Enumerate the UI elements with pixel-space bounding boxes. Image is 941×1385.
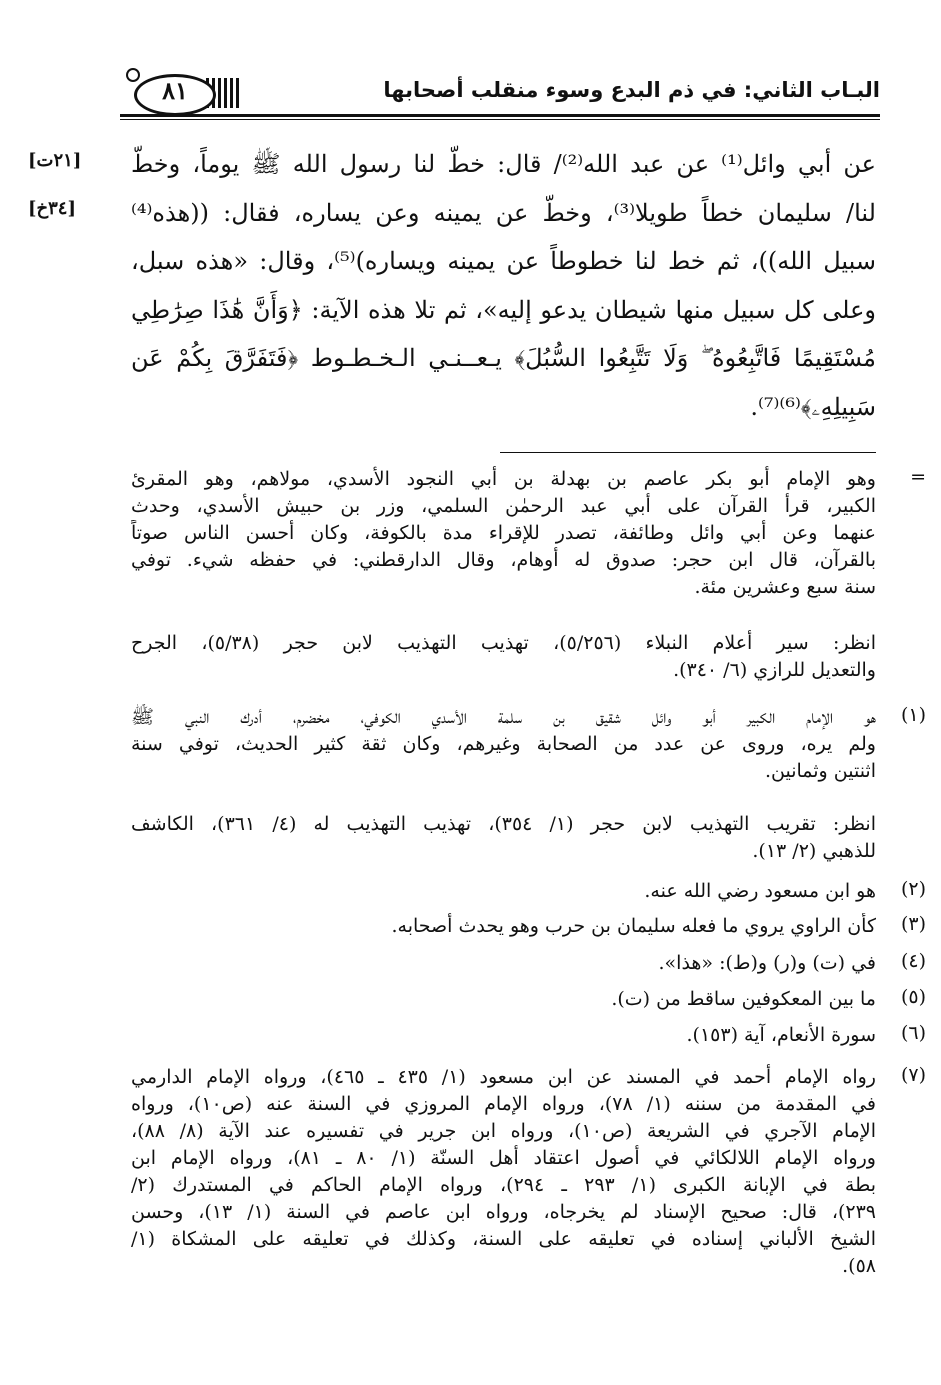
main-text-line: لنا/ سليمان خطاً طويلا⁽³⁾، وخطّ عن يمينه وعن يساره، فقال: ((هذه⁽⁴⁾ <box>131 198 876 227</box>
footnote <box>131 704 926 785</box>
footnote <box>131 1022 926 1049</box>
margin-ref-t: [٢١ت] <box>28 150 82 171</box>
footnote-line: ولم يره، وروى عن عدد من الصحابة وغيرهم، وكان ثقة كثير الحديث، توفي سنة <box>131 733 876 755</box>
footnote-line: عنهما وعن أبي وائل وطائفة، تصدر للإقراء مدة بالكوفة، وكان أحسن الناس صوتاً <box>131 522 876 544</box>
footnote-line: ٢٣٩)، قال: صحيح الإسناد لم يخرجاه، ورواه ابن عاصم في السنة (١/ ١٣)، وحسن <box>131 1201 876 1223</box>
header-rule <box>120 114 880 117</box>
footnote-line: في (ت) و(ر) و(ط): «هذا». <box>658 952 876 974</box>
footnote-marker: (٦) <box>900 1022 926 1044</box>
main-text-line: عن أبي وائل⁽¹⁾ عن عبد الله⁽²⁾/ قال: خطّ لنا رسول الله ﷺ يوماً، وخطّ <box>131 150 876 178</box>
footnote-line: الإمام الآجري في الشريعة (ص١٠)، ورواه ابن جرير في تفسيره عند الآية (٨/ ٨٨)، <box>131 1120 876 1142</box>
footnote <box>131 630 876 684</box>
footnote-line: انظر: سير أعلام النبلاء (٥/٢٥٦)، تهذيب التهذيب لابن حجر (٥/٣٨)، الجرح <box>131 632 876 654</box>
footnote-line: الشيخ الألباني إسناده في تعليقه على السنة، وكذلك في تعليقه على المشكاة (١/ <box>131 1228 876 1250</box>
footnote-line: للذهبي (٢/ ١٣). <box>752 840 876 862</box>
footnote-marker: (٣) <box>900 913 926 935</box>
main-text-line: سَبِيلِهِۦ﴾⁽⁶⁾⁽⁷⁾. <box>750 392 876 421</box>
footnote-line: اثنتين وثمانين. <box>764 760 876 782</box>
footnote-line: كأن الراوي يروي ما فعله سليمان بن حرب وهو يحدث أصحابه. <box>391 915 876 937</box>
footnote-line: الكبير، قرأ القرآن على أبي عبد الرحمٰن السلمي، وزر بن حبيش الأسدي، وحدث <box>131 495 876 517</box>
footnote-line: سنة سبع وعشرين مئة. <box>694 576 876 598</box>
footnote-line: ما بين المعكوفين ساقط من (ت). <box>611 988 876 1010</box>
footnote <box>131 986 926 1013</box>
footnote-line: وهو الإمام أبو بكر عاصم بن بهدلة بن أبي النجود الأسدي، مولاهم، وهو المقرئ <box>131 468 876 490</box>
footnote-line: ورواه الإمام اللالكائي في أصول اعتقاد أهل السنّة (١/ ٨٠ ـ ٨١)، ورواه الإمام ابن <box>131 1147 876 1169</box>
footnote <box>131 950 926 977</box>
chapter-title: البـاب الثاني: في ذم البدع وسوء منقلب أصحابها <box>383 78 880 102</box>
footnote-line: والتعديل للرازي (٦/ ٣٤٠). <box>673 659 876 681</box>
footnote-line: بطة في الإبانة الكبرى (١/ ٢٩٣ ـ ٢٩٤)، ورواه الإمام الحاكم في المستدرك (٢/ <box>131 1174 876 1196</box>
page-number-badge <box>120 70 220 112</box>
main-text-line: سبيل الله))، ثم خط لنا خطوطاً عن يمينه ويساره)⁽⁵⁾، وقال: «هذه سبل، <box>131 247 876 275</box>
footnote-marker: = <box>910 466 926 488</box>
footnote <box>131 913 926 940</box>
main-text-line: مُسْتَقِيمًا فَاتَّبِعُوهُ ۖ وَلَا تَتَّبِعُوا السُّبُلَ﴾ يـعــنـي الـخـطـوط ﴿فَتَفَرَّقَ بِكُمْ عَن <box>131 344 876 372</box>
footnote-line: هو ابن مسعود رضي الله عنه. <box>644 880 876 902</box>
main-text <box>131 140 876 431</box>
footnote-line: في المقدمة من سننه (١/ ٧٨)، ورواه الإمام المروزي في السنة عنه (ص١٠)، ورواه <box>131 1093 876 1115</box>
footnote-divider <box>500 452 876 453</box>
header-rule-thin <box>120 119 880 120</box>
footnote-marker: (٤) <box>900 950 926 972</box>
footnote <box>131 811 876 865</box>
main-text-line: وعلى كل سبيل منها شيطان يدعو إليه»، ثم تلا هذه الآية: ﴿وَأَنَّ هَٰذَا صِرَٰطِي <box>131 295 876 324</box>
footnote-marker: (٧) <box>900 1064 926 1086</box>
footnote-line: رواه الإمام أحمد في المسند عن ابن مسعود (١/ ٤٣٥ ـ ٤٦٥)، ورواه الإمام الدارمي <box>131 1066 876 1088</box>
page-number: ٨١ <box>162 76 188 105</box>
footnote-line: هو الإمام الكبير أبو وائل شقيق بن سلمة الأسدي الكوفي، مخضرم، أدرك النبي ﷺ <box>131 706 876 728</box>
footnote <box>131 878 926 905</box>
footnote-line: ٥٨). <box>842 1255 876 1277</box>
footnote-marker: (٢) <box>900 878 926 900</box>
footnote-marker: (٥) <box>900 986 926 1008</box>
page-header <box>120 60 880 122</box>
footnote <box>131 1064 926 1280</box>
footnote-line: انظر: تقريب التهذيب لابن حجر (١/ ٣٥٤)، تهذيب التهذيب له (٤/ ٣٦١)، الكاشف <box>131 813 876 835</box>
footnote-marker: (١) <box>900 704 926 726</box>
footnote <box>131 466 926 601</box>
footnote-line: بالقرآن، قال ابن حجر: صدوق له أوهام، وقال الدارقطني: في حفظه شيء. توفي <box>131 549 876 571</box>
margin-ref-kh: [٣٤خ] <box>28 198 77 219</box>
footnote-line: سورة الأنعام، آية (١٥٣). <box>686 1024 876 1046</box>
